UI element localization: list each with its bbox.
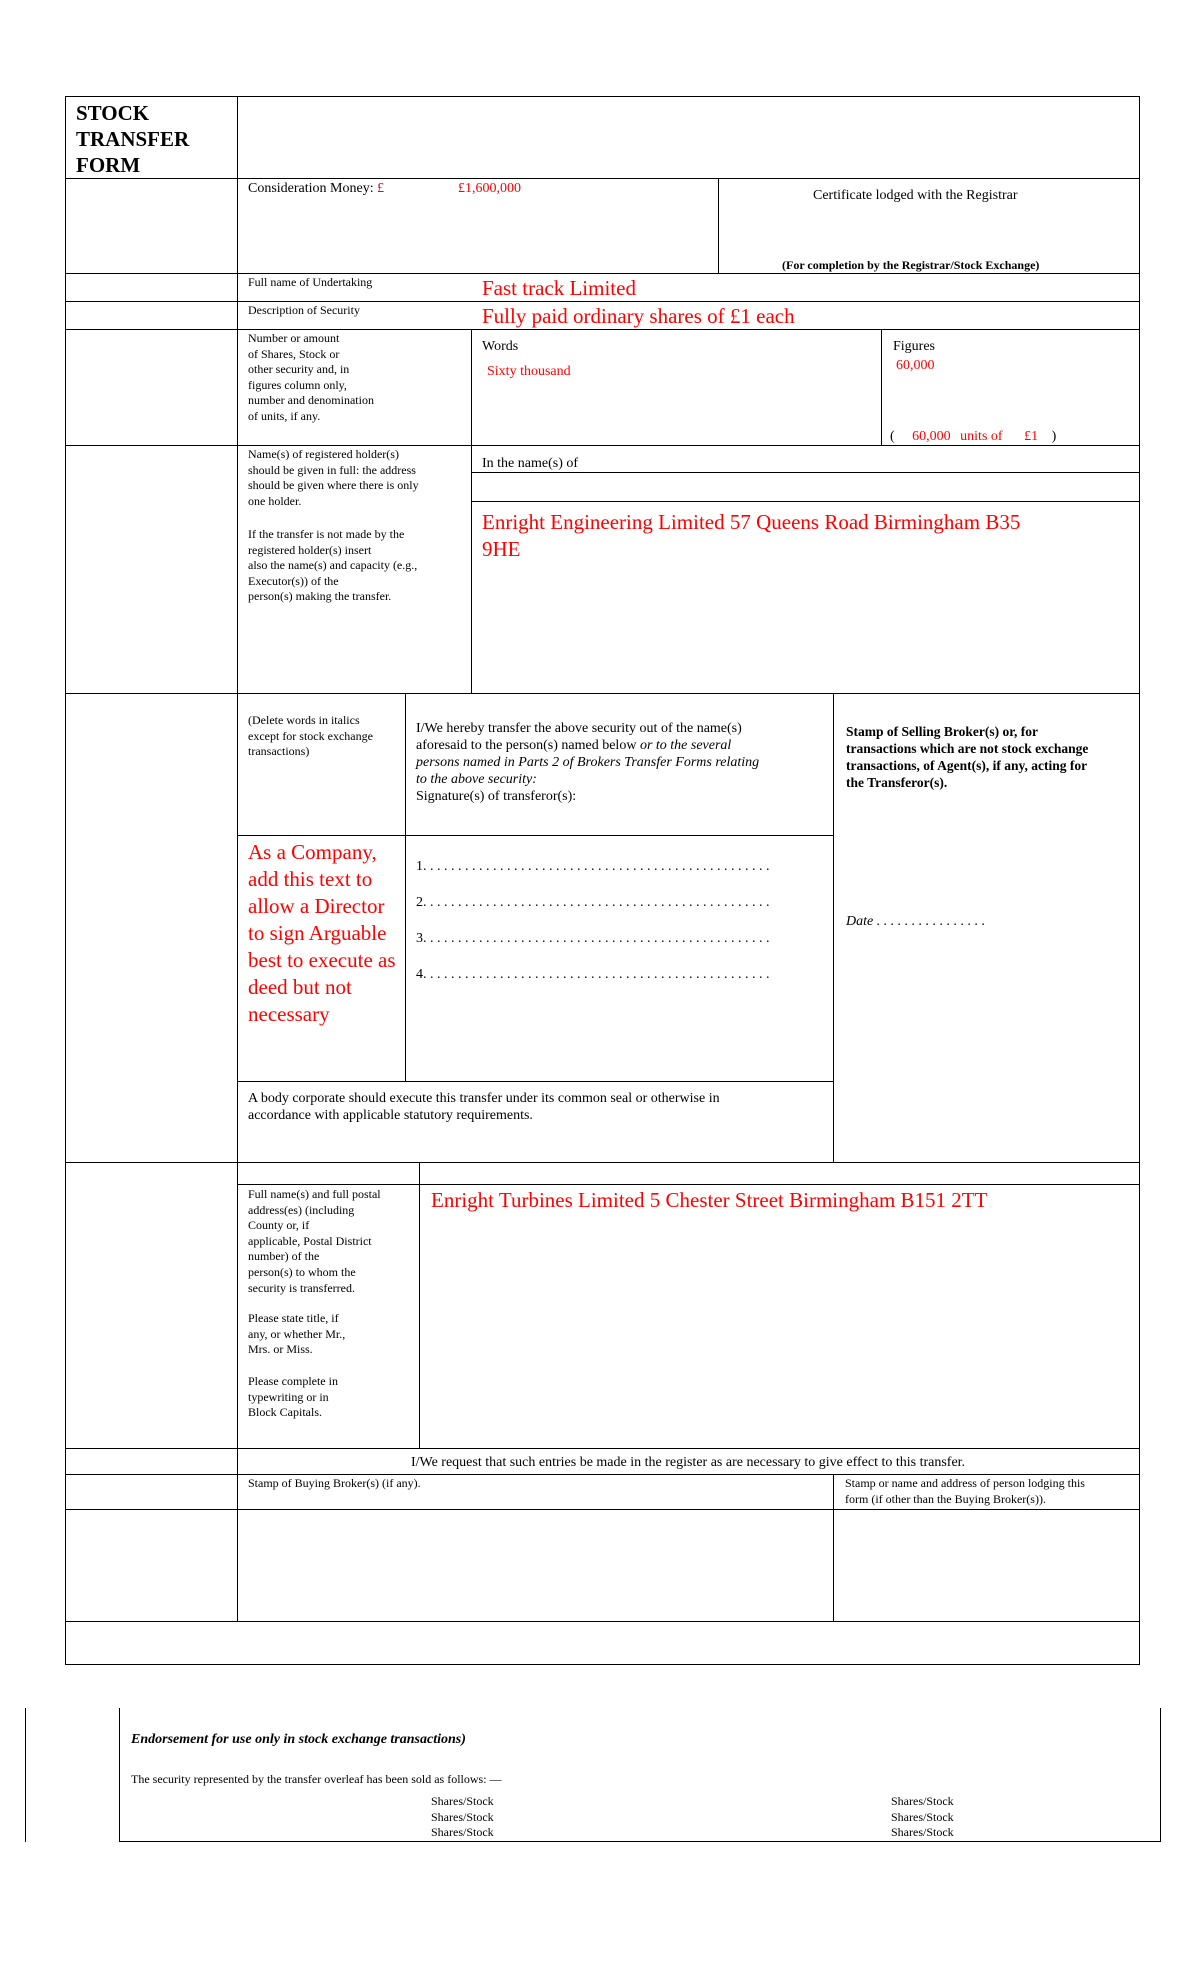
consideration-currency: £ [377,181,385,196]
sig-line-2[interactable]: 2. . . . . . . . . . . . . . . . . . . . . . . . . . . . . . . . . . . . . . . . . . . . . . . . . . [416,895,770,910]
words-label: Words [482,339,519,354]
sig-line-4[interactable]: 4. . . . . . . . . . . . . . . . . . . . . . . . . . . . . . . . . . . . . . . . . . . . . . . . . . [416,967,770,982]
endorsement-left-item: Shares/Stock [431,1809,494,1824]
endorsement-right-item: Shares/Stock [891,1825,954,1840]
transferee-label-1: Full name(s) and full postal address(es) (including County or, if applicable, Postal District number) of the person(s) to whom the security is transferred. [248,1187,381,1295]
undertaking-value[interactable]: Fast track Limited [482,276,636,300]
units-denomination[interactable]: £1 [1024,429,1039,444]
endorsement-right-item: Shares/Stock [891,1794,954,1808]
buying-broker-label: Stamp of Buying Broker(s) (if any). [248,1476,421,1490]
endorsement-left-item: Shares/Stock [431,1825,494,1840]
endorsement-right-list [891,1794,954,1841]
endorsement-title: Endorsement for use only in stock exchange transactions) [131,1732,466,1747]
registrar-label: Certificate lodged with the Registrar [813,188,1018,203]
declaration-italic: or to the several persons named in Parts 2 of Brokers Transfer Forms relating to the above security: [416,738,760,787]
endorsement-right-item: Shares/Stock [891,1809,954,1824]
transferee-label-2: Please state title, if any, or whether Mr., Mrs. or Miss. [248,1311,346,1357]
declaration-text: I/We hereby transfer the above security out of the name(s) aforesaid to the person(s) named below [416,721,742,753]
endorsement-text: The security represented by the transfer overleaf has been sold as follows: — [131,1772,502,1786]
endorsement-left-item: Shares/Stock [431,1794,494,1808]
transferee-label-3: Please complete in typewriting or in Block Capitals. [248,1374,338,1420]
endorsement-left-list [431,1794,494,1841]
units-close: ) [1051,429,1057,444]
registrar-note: (For completion by the Registrar/Stock Exchange) [782,258,1040,272]
transferee-value[interactable]: Enright Turbines Limited 5 Chester Street Birmingham B151 2TT [431,1188,988,1212]
lodging-label: Stamp or name and address of person lodging this form (if other than the Buying Broker(s)). [845,1476,1085,1506]
request-text: I/We request that such entries be made in the register as are necessary to give effect to this transfer. [410,1455,966,1470]
figures-label: Figures [893,339,935,354]
units-open: ( [890,429,895,444]
consideration-label: Consideration Money: [248,181,378,196]
selling-broker-stamp: Stamp of Selling Broker(s) or, for transactions which are not stock exchange transactions, of Agent(s), if any, acting for the Transferor(s). [846,724,1089,790]
consideration-amount[interactable]: £1,600,000 [458,181,521,196]
figures-value[interactable]: 60,000 [896,358,935,373]
words-value[interactable]: Sixty thousand [487,364,571,379]
units-count[interactable]: 60,000 [912,429,951,444]
form-title: STOCK TRANSFER FORM [76,101,190,177]
transfer-declaration [416,720,826,805]
holder-label-2: If the transfer is not made by the registered holder(s) insert also the name(s) and capacity (e.g., Executor(s)) of the person(s) making the transfer. [248,527,418,604]
holder-label-1: Name(s) of registered holder(s) should be given in full: the address should be given where there is only one holder. [248,447,419,508]
security-value[interactable]: Fully paid ordinary shares of £1 each [482,304,795,328]
company-note: As a Company, add this text to allow a Director to sign Arguable best to execute as deed but not necessary [248,840,396,1026]
security-label: Description of Security [248,303,360,317]
corporate-note: A body corporate should execute this transfer under its common seal or otherwise in accordance with applicable statutory requirements. [248,1091,720,1123]
signature-label: Signature(s) of transferor(s): [416,789,577,804]
holder-value[interactable]: Enright Engineering Limited 57 Queens Road Birmingham B35 9HE [482,510,1021,561]
amount-label: Number or amount of Shares, Stock or other security and, in figures column only, number and denomination of units, if any. [248,331,374,423]
delete-note: (Delete words in italics except for stock exchange transactions) [248,713,373,759]
sig-line-1[interactable]: 1. . . . . . . . . . . . . . . . . . . . . . . . . . . . . . . . . . . . . . . . . . . . . . . . . . [416,859,770,874]
date-field[interactable]: Date . . . . . . . . . . . . . . . . [846,914,986,929]
consideration-row [248,180,384,197]
units-line [890,428,1056,445]
sig-line-3[interactable]: 3. . . . . . . . . . . . . . . . . . . . . . . . . . . . . . . . . . . . . . . . . . . . . . . . . . [416,931,770,946]
undertaking-label: Full name of Undertaking [248,275,373,289]
in-names-label: In the name(s) of [482,456,579,471]
units-text: units of [960,429,1003,444]
